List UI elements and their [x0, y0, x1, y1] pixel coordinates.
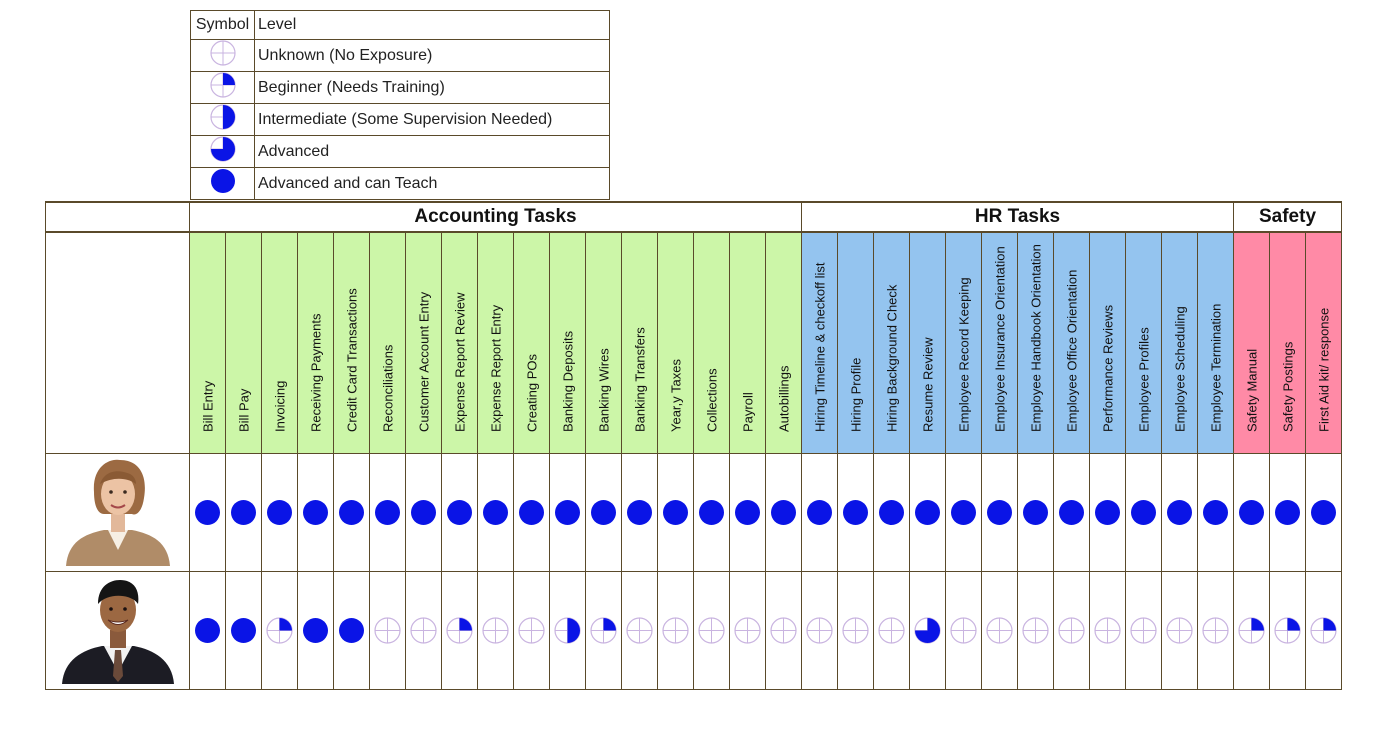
legend-header-level: Level — [255, 11, 610, 40]
skill-cell — [442, 572, 478, 690]
skill-cell — [406, 572, 442, 690]
harvey-ball-icon-level-0 — [662, 617, 689, 644]
harvey-ball-icon-level-0 — [1094, 617, 1121, 644]
person-row — [46, 572, 1342, 690]
harvey-ball-icon-level-0 — [878, 617, 905, 644]
corner-cell-tasks — [46, 232, 190, 454]
task-label: Expense Report Review — [452, 292, 467, 432]
harvey-ball-icon-level-0 — [806, 617, 833, 644]
task-label: Resume Review — [920, 337, 935, 432]
skill-cell — [262, 572, 298, 690]
harvey-ball-icon-level-0 — [1202, 617, 1229, 644]
skill-cell — [838, 572, 874, 690]
harvey-ball-icon-level-1 — [1274, 617, 1301, 644]
skill-cell — [1234, 454, 1270, 572]
task-header — [766, 232, 802, 454]
task-label: Receiving Payments — [308, 313, 323, 432]
harvey-ball-icon-level-4 — [518, 499, 545, 526]
skill-cell — [226, 454, 262, 572]
skill-cell — [802, 572, 838, 690]
harvey-ball-icon-level-1 — [446, 617, 473, 644]
harvey-ball-icon-level-0 — [626, 617, 653, 644]
skill-cell — [190, 572, 226, 690]
woman-photo-icon — [58, 454, 178, 566]
task-label: Employee Record Keeping — [956, 277, 971, 432]
skill-cell — [1090, 454, 1126, 572]
harvey-ball-icon-level-4 — [374, 499, 401, 526]
skill-cell — [622, 454, 658, 572]
legend-level-label: Intermediate (Some Supervision Needed) — [255, 104, 610, 136]
skill-cell — [730, 454, 766, 572]
skill-cell — [874, 454, 910, 572]
person-row — [46, 454, 1342, 572]
group-header: HR Tasks — [802, 202, 1234, 232]
harvey-ball-icon-level-0 — [842, 617, 869, 644]
harvey-ball-icon-level-4 — [482, 499, 509, 526]
legend-row — [191, 136, 610, 168]
harvey-ball-icon-level-4 — [842, 499, 869, 526]
legend-symbol — [191, 72, 255, 104]
task-header — [190, 232, 226, 454]
harvey-ball-icon-level-4 — [302, 499, 329, 526]
harvey-ball-icon-level-1 — [590, 617, 617, 644]
skill-cell — [334, 572, 370, 690]
task-header — [370, 232, 406, 454]
task-label: Year,y Taxes — [668, 359, 683, 432]
harvey-ball-icon-level-0 — [698, 617, 725, 644]
skill-cell — [1198, 454, 1234, 572]
harvey-ball-icon-level-3 — [914, 617, 941, 644]
harvey-ball-icon-level-0 — [410, 617, 437, 644]
harvey-ball-icon-level-4 — [410, 499, 437, 526]
man-photo-icon — [58, 572, 178, 684]
task-label: Invoicing — [272, 380, 287, 432]
harvey-ball-icon-level-4 — [734, 499, 761, 526]
skill-cell — [730, 572, 766, 690]
group-header: Safety — [1234, 202, 1342, 232]
skill-cell — [982, 572, 1018, 690]
task-header — [226, 232, 262, 454]
harvey-ball-icon-level-4 — [878, 499, 905, 526]
skill-cell — [586, 572, 622, 690]
task-header — [514, 232, 550, 454]
task-header — [442, 232, 478, 454]
harvey-ball-icon-level-4 — [1310, 499, 1337, 526]
task-label: Expense Report Entry — [488, 304, 503, 432]
skill-cell — [550, 454, 586, 572]
task-header — [694, 232, 730, 454]
harvey-ball-icon-level-4 — [1166, 499, 1193, 526]
task-label: Safety Postings — [1280, 341, 1295, 432]
task-header — [622, 232, 658, 454]
skill-cell — [298, 572, 334, 690]
task-header — [550, 232, 586, 454]
legend-table — [190, 10, 610, 200]
skill-cell — [514, 454, 550, 572]
skill-cell — [1270, 572, 1306, 690]
skill-cell — [1018, 454, 1054, 572]
harvey-ball-icon-level-4 — [230, 617, 257, 644]
harvey-ball-icon-level-4 — [950, 499, 977, 526]
harvey-ball-icon-level-0 — [482, 617, 509, 644]
skill-cell — [442, 454, 478, 572]
legend-symbol — [191, 168, 255, 200]
harvey-ball-icon-level-1 — [266, 617, 293, 644]
skill-cell — [1162, 454, 1198, 572]
harvey-ball-icon-level-4 — [698, 499, 725, 526]
skill-cell — [1054, 572, 1090, 690]
harvey-ball-icon-level-4 — [626, 499, 653, 526]
skill-cell — [766, 454, 802, 572]
legend-level-label: Beginner (Needs Training) — [255, 72, 610, 104]
harvey-ball-icon-level-4 — [1274, 499, 1301, 526]
task-label: Bill Entry — [200, 380, 215, 432]
task-label: Banking Wires — [596, 348, 611, 432]
task-header — [1090, 232, 1126, 454]
task-header — [1306, 232, 1342, 454]
task-header — [1270, 232, 1306, 454]
harvey-ball-icon-level-4 — [230, 499, 257, 526]
task-header — [982, 232, 1018, 454]
skill-cell — [226, 572, 262, 690]
harvey-ball-icon-level-4 — [554, 499, 581, 526]
person-photo — [46, 572, 190, 690]
skill-cell — [406, 454, 442, 572]
harvey-ball-icon-level-4 — [266, 499, 293, 526]
task-header — [946, 232, 982, 454]
task-label: Bill Pay — [236, 388, 251, 432]
harvey-ball-icon-level-1 — [1238, 617, 1265, 644]
harvey-ball-icon-level-4 — [1094, 499, 1121, 526]
skill-cell — [370, 572, 406, 690]
skill-cell — [262, 454, 298, 572]
legend-row — [191, 40, 610, 72]
skill-cell — [694, 572, 730, 690]
skill-cell — [838, 454, 874, 572]
harvey-ball-icon-level-4 — [770, 499, 797, 526]
harvey-ball-icon-level-4 — [194, 499, 221, 526]
legend-symbol — [191, 136, 255, 168]
harvey-ball-icon-level-0 — [374, 617, 401, 644]
task-header — [910, 232, 946, 454]
harvey-ball-icon-level-4 — [1058, 499, 1085, 526]
task-header — [838, 232, 874, 454]
task-header — [1234, 232, 1270, 454]
legend-row — [191, 72, 610, 104]
task-header — [874, 232, 910, 454]
skill-cell — [874, 572, 910, 690]
task-header — [406, 232, 442, 454]
task-label: Employee Scheduling — [1172, 306, 1187, 432]
harvey-ball-icon-level-4 — [590, 499, 617, 526]
task-label: Banking Deposits — [560, 330, 575, 432]
task-label: First Aid kit/ response — [1316, 307, 1331, 432]
legend-symbol — [191, 104, 255, 136]
harvey-ball-icon-level-4 — [1202, 499, 1229, 526]
task-label: Banking Transfers — [632, 327, 647, 432]
task-label: Employee Termination — [1208, 303, 1223, 432]
harvey-ball-icon-level-3 — [210, 136, 236, 162]
harvey-ball-icon-level-1 — [1310, 617, 1337, 644]
corner-cell — [46, 202, 190, 232]
task-label: Creating POs — [524, 353, 539, 432]
legend-row — [191, 168, 610, 200]
harvey-ball-icon-level-0 — [734, 617, 761, 644]
harvey-ball-icon-level-1 — [210, 72, 236, 98]
task-header — [1018, 232, 1054, 454]
task-label: Employee Profiles — [1136, 327, 1151, 432]
task-label: Autobillings — [776, 365, 791, 432]
harvey-ball-icon-level-4 — [210, 168, 236, 194]
skill-cell — [1018, 572, 1054, 690]
skill-cell — [802, 454, 838, 572]
harvey-ball-icon-level-0 — [210, 40, 236, 66]
harvey-ball-icon-level-0 — [950, 617, 977, 644]
harvey-ball-icon-level-4 — [1022, 499, 1049, 526]
skill-cell — [1306, 572, 1342, 690]
harvey-ball-icon-level-4 — [446, 499, 473, 526]
skill-cell — [190, 454, 226, 572]
harvey-ball-icon-level-4 — [806, 499, 833, 526]
task-header — [1198, 232, 1234, 454]
task-header — [334, 232, 370, 454]
task-header — [478, 232, 514, 454]
skill-cell — [1198, 572, 1234, 690]
harvey-ball-icon-level-4 — [338, 499, 365, 526]
harvey-ball-icon-level-0 — [518, 617, 545, 644]
legend-level-label: Advanced and can Teach — [255, 168, 610, 200]
harvey-ball-icon-level-2 — [210, 104, 236, 130]
task-label: Employee Insurance Orientation — [992, 246, 1007, 432]
skill-cell — [982, 454, 1018, 572]
legend-level-label: Unknown (No Exposure) — [255, 40, 610, 72]
harvey-ball-icon-level-4 — [302, 617, 329, 644]
skill-cell — [1126, 572, 1162, 690]
skill-cell — [910, 572, 946, 690]
task-label: Customer Account Entry — [416, 291, 431, 432]
harvey-ball-icon-level-4 — [662, 499, 689, 526]
task-header — [298, 232, 334, 454]
legend-row — [191, 104, 610, 136]
task-label: Employee Office Orientation — [1064, 269, 1079, 432]
harvey-ball-icon-level-0 — [1166, 617, 1193, 644]
skill-cell — [946, 454, 982, 572]
harvey-ball-icon-level-0 — [1022, 617, 1049, 644]
task-label: Hiring Timeline & checkoff list — [812, 262, 827, 432]
harvey-ball-icon-level-4 — [1238, 499, 1265, 526]
person-photo — [46, 454, 190, 572]
skill-cell — [298, 454, 334, 572]
task-header — [1126, 232, 1162, 454]
task-header — [586, 232, 622, 454]
group-header: Accounting Tasks — [190, 202, 802, 232]
legend-header-symbol: Symbol — [191, 11, 255, 40]
skill-cell — [1054, 454, 1090, 572]
skill-cell — [1126, 454, 1162, 572]
skills-matrix — [45, 201, 1342, 690]
task-header — [658, 232, 694, 454]
harvey-ball-icon-level-0 — [986, 617, 1013, 644]
skill-cell — [1234, 572, 1270, 690]
task-label: Reconciliations — [380, 344, 395, 432]
skill-cell — [478, 454, 514, 572]
skill-cell — [910, 454, 946, 572]
skill-cell — [1090, 572, 1126, 690]
skill-cell — [766, 572, 802, 690]
legend-symbol — [191, 40, 255, 72]
harvey-ball-icon-level-0 — [1058, 617, 1085, 644]
task-label: Hiring Profile — [848, 357, 863, 432]
skill-cell — [334, 454, 370, 572]
skill-cell — [1270, 454, 1306, 572]
task-label: Performance Reviews — [1100, 304, 1115, 432]
skill-cell — [946, 572, 982, 690]
harvey-ball-icon-level-4 — [194, 617, 221, 644]
skill-cell — [550, 572, 586, 690]
task-header — [1162, 232, 1198, 454]
skill-cell — [514, 572, 550, 690]
task-header — [1054, 232, 1090, 454]
task-label: Credit Card Transactions — [344, 288, 359, 432]
task-header — [730, 232, 766, 454]
task-label: Payroll — [740, 392, 755, 432]
skill-cell — [478, 572, 514, 690]
skill-cell — [1162, 572, 1198, 690]
skill-cell — [370, 454, 406, 572]
harvey-ball-icon-level-4 — [338, 617, 365, 644]
harvey-ball-icon-level-4 — [986, 499, 1013, 526]
skill-cell — [658, 454, 694, 572]
task-label: Employee Handbook Orientation — [1028, 244, 1043, 432]
legend-level-label: Advanced — [255, 136, 610, 168]
task-label: Collections — [704, 368, 719, 432]
task-header — [802, 232, 838, 454]
skill-cell — [586, 454, 622, 572]
skill-cell — [694, 454, 730, 572]
harvey-ball-icon-level-0 — [770, 617, 797, 644]
task-label: Safety Manual — [1244, 348, 1259, 432]
task-label: Hiring Background Check — [884, 284, 899, 432]
harvey-ball-icon-level-0 — [1130, 617, 1157, 644]
skill-cell — [658, 572, 694, 690]
harvey-ball-icon-level-2 — [554, 617, 581, 644]
skill-cell — [622, 572, 658, 690]
skill-cell — [1306, 454, 1342, 572]
harvey-ball-icon-level-4 — [914, 499, 941, 526]
task-header — [262, 232, 298, 454]
harvey-ball-icon-level-4 — [1130, 499, 1157, 526]
